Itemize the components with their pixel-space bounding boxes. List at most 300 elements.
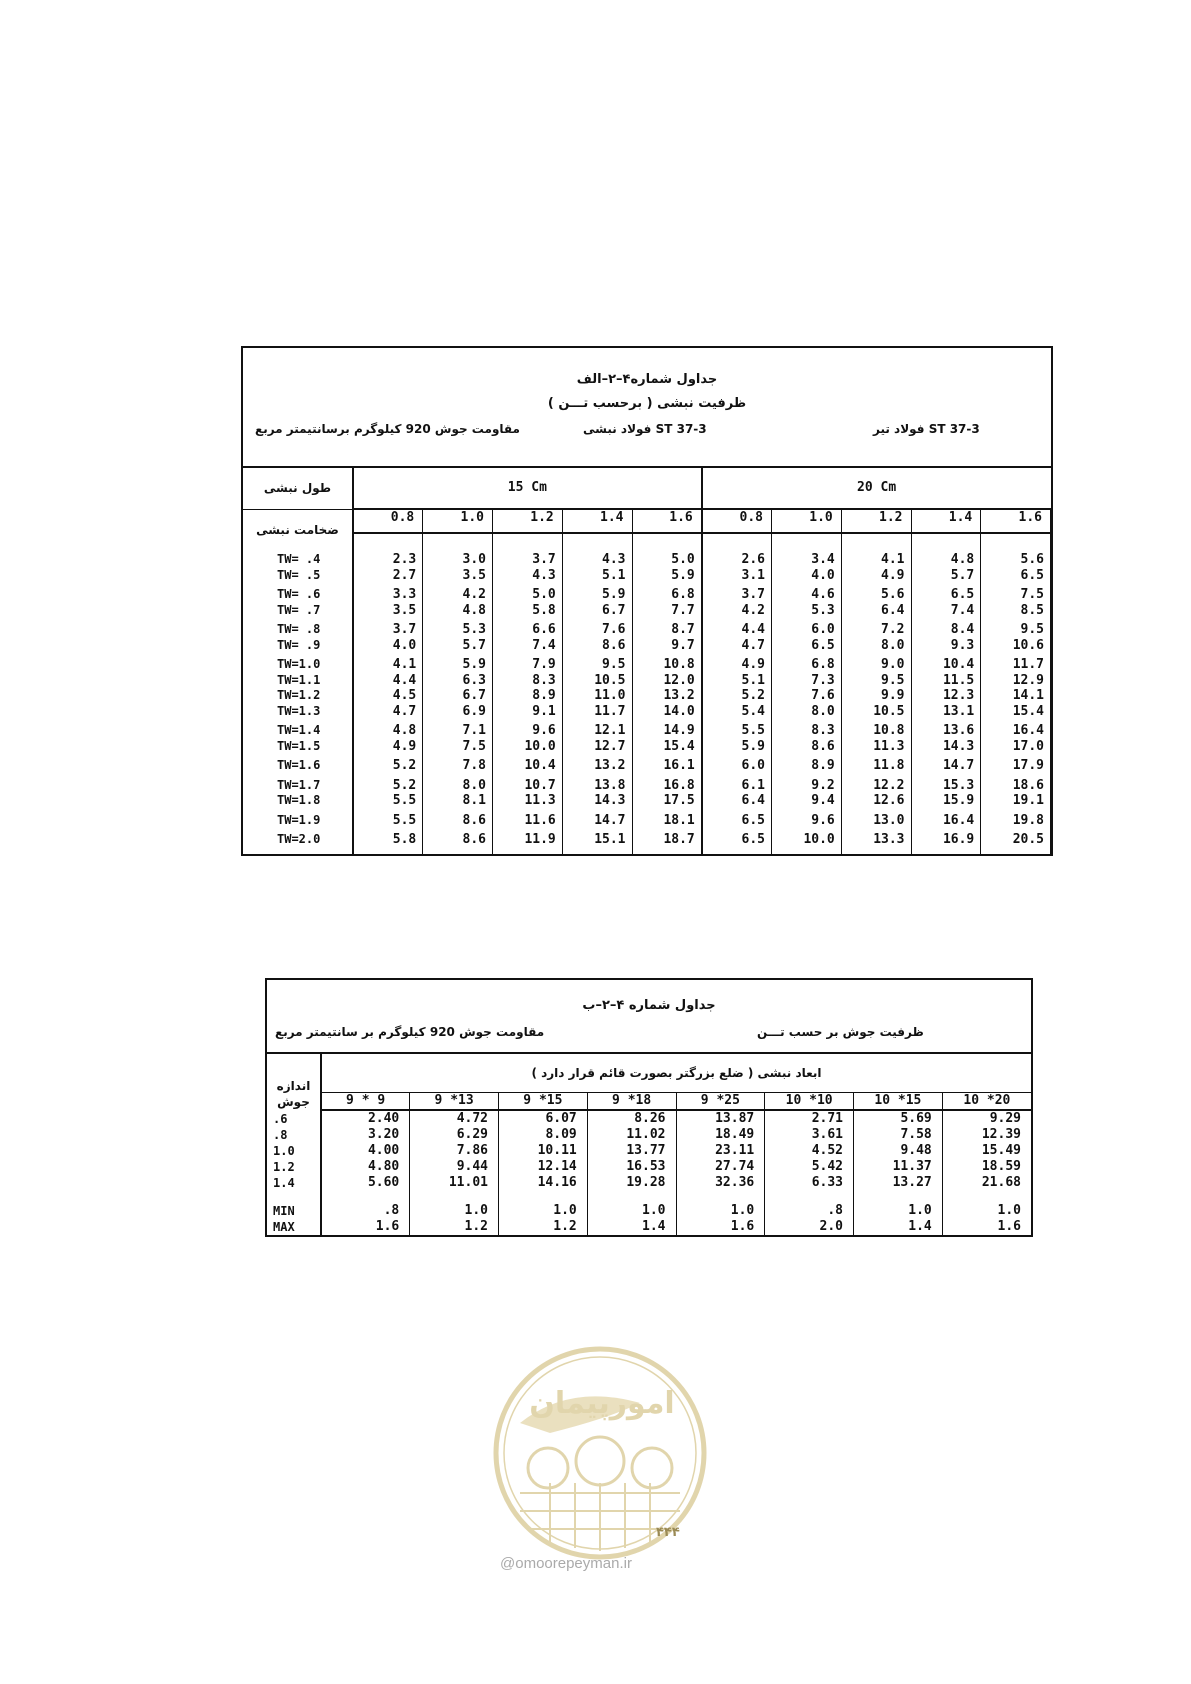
capacity-cell: 2.7 — [353, 568, 423, 584]
weld-capacity-cell: 2.0 — [765, 1219, 854, 1235]
site-url: @omoorepeyman.ir — [500, 1555, 632, 1572]
capacity-cell: 10.4 — [911, 653, 981, 673]
watermark-logo-text: امورپیمان — [529, 1386, 675, 1421]
capacity-cell: 3.7 — [353, 618, 423, 638]
weld-capacity-cell: 1.0 — [410, 1191, 499, 1219]
capacity-cell: 5.1 — [702, 673, 772, 689]
tw-label: TW=2.0 — [243, 828, 353, 854]
capacity-cell: 8.1 — [423, 793, 493, 809]
capacity-cell: 10.8 — [632, 653, 702, 673]
capacity-cell: 15.9 — [911, 793, 981, 809]
thickness-cell: 1.4 — [562, 509, 632, 533]
capacity-cell: 7.5 — [423, 739, 493, 755]
capacity-cell: 6.5 — [702, 828, 772, 854]
capacity-cell: 6.5 — [911, 583, 981, 603]
table-row — [243, 688, 1051, 704]
capacity-cell: 6.4 — [841, 603, 911, 619]
capacity-cell: 4.9 — [353, 739, 423, 755]
capacity-cell: 8.0 — [772, 704, 842, 720]
capacity-cell: 4.2 — [702, 603, 772, 619]
capacity-cell: 13.3 — [841, 828, 911, 854]
weld-capacity-cell: 11.37 — [854, 1159, 943, 1175]
weld-capacity-cell: 4.80 — [321, 1159, 410, 1175]
capacity-cell: 3.5 — [353, 603, 423, 619]
capacity-cell: 4.6 — [772, 583, 842, 603]
capacity-cell: 11.6 — [493, 809, 563, 829]
capacity-cell: 7.7 — [632, 603, 702, 619]
capacity-cell: 2.3 — [353, 552, 423, 568]
capacity-cell: 4.0 — [353, 638, 423, 654]
capacity-cell: 5.0 — [493, 583, 563, 603]
capacity-cell: 8.4 — [911, 618, 981, 638]
capacity-cell: 18.1 — [632, 809, 702, 829]
table-row — [243, 568, 1051, 584]
weld-size-cell: 1.4 — [267, 1175, 321, 1191]
weld-capacity-cell: 13.77 — [587, 1143, 676, 1159]
capacity-cell: 9.6 — [493, 719, 563, 739]
tw-label: TW= .4 — [243, 552, 353, 568]
capacity-cell: 15.4 — [632, 739, 702, 755]
capacity-cell: 14.7 — [911, 754, 981, 774]
weld-capacity-cell: 5.69 — [854, 1110, 943, 1127]
weld-size-cell: 1.2 — [267, 1159, 321, 1175]
sizes-row — [267, 1093, 1031, 1111]
capacity-cell: 5.9 — [702, 739, 772, 755]
table-row — [243, 618, 1051, 638]
tw-label: TW=1.1 — [243, 673, 353, 689]
capacity-cell: 3.5 — [423, 568, 493, 584]
tw-label: TW=1.5 — [243, 739, 353, 755]
tw-label: TW=1.3 — [243, 704, 353, 720]
table-a-angle-steel: ST 37-3 فولاد نبشی — [583, 422, 707, 436]
table-row — [243, 638, 1051, 654]
table-a-title: جداول شماره۴–۲–الف — [576, 372, 718, 387]
length-group-20: 20 Cm — [702, 468, 1051, 509]
capacity-cell: 16.4 — [981, 719, 1051, 739]
weld-capacity-cell: 12.14 — [499, 1159, 588, 1175]
weld-capacity-cell: 1.4 — [587, 1219, 676, 1235]
angle-size-cell: 10 *10 — [765, 1093, 854, 1111]
capacity-cell: 8.5 — [981, 603, 1051, 619]
capacity-cell: 9.9 — [841, 688, 911, 704]
weld-capacity-cell: 5.60 — [321, 1175, 410, 1191]
capacity-cell: 6.0 — [702, 754, 772, 774]
capacity-cell: 5.7 — [423, 638, 493, 654]
capacity-cell: 6.9 — [423, 704, 493, 720]
table-row — [243, 793, 1051, 809]
weld-capacity-cell: 11.02 — [587, 1127, 676, 1143]
weld-capacity-cell: 11.01 — [410, 1175, 499, 1191]
table-row — [267, 1219, 1031, 1235]
capacity-cell: 17.9 — [981, 754, 1051, 774]
weld-capacity-cell: 7.58 — [854, 1127, 943, 1143]
weld-capacity-cell: 27.74 — [676, 1159, 765, 1175]
capacity-cell: 4.9 — [702, 653, 772, 673]
capacity-cell: 6.5 — [772, 638, 842, 654]
capacity-cell: 4.7 — [353, 704, 423, 720]
capacity-cell: 8.0 — [423, 774, 493, 794]
capacity-cell: 9.3 — [911, 638, 981, 654]
capacity-cell: 5.9 — [562, 583, 632, 603]
capacity-cell: 14.7 — [562, 809, 632, 829]
capacity-cell: 6.5 — [702, 809, 772, 829]
table-row — [267, 1159, 1031, 1175]
capacity-cell: 7.2 — [841, 618, 911, 638]
tw-label: TW= .6 — [243, 583, 353, 603]
thickness-cell: 1.6 — [981, 509, 1051, 533]
table-row — [267, 1191, 1031, 1219]
weld-capacity-cell: 6.07 — [499, 1110, 588, 1127]
weld-capacity-cell: 13.87 — [676, 1110, 765, 1127]
capacity-cell: 3.7 — [493, 552, 563, 568]
thickness-cell: 1.2 — [493, 509, 563, 533]
capacity-cell: 5.1 — [562, 568, 632, 584]
capacity-cell: 5.5 — [702, 719, 772, 739]
capacity-cell: 3.1 — [702, 568, 772, 584]
capacity-cell: 6.6 — [493, 618, 563, 638]
capacity-cell: 14.3 — [562, 793, 632, 809]
weld-capacity-cell: 5.42 — [765, 1159, 854, 1175]
capacity-cell: 5.4 — [702, 704, 772, 720]
table-row — [267, 1143, 1031, 1159]
weld-size-label: اندازه جوش — [267, 1054, 321, 1110]
capacity-cell: 8.9 — [493, 688, 563, 704]
weld-capacity-cell: 13.27 — [854, 1175, 943, 1191]
weld-capacity-cell: 4.52 — [765, 1143, 854, 1159]
table-row — [243, 653, 1051, 673]
weld-capacity-cell: 6.33 — [765, 1175, 854, 1191]
capacity-cell: 5.6 — [981, 552, 1051, 568]
weld-capacity-cell: 8.26 — [587, 1110, 676, 1127]
capacity-cell: 9.0 — [841, 653, 911, 673]
capacity-cell: 12.2 — [841, 774, 911, 794]
weld-capacity-cell: 1.6 — [997, 1219, 1021, 1234]
table-row — [243, 719, 1051, 739]
capacity-cell: 5.2 — [353, 774, 423, 794]
weld-capacity-cell: 18.59 — [981, 1159, 1021, 1174]
weld-capacity-cell: 1.2 — [499, 1219, 588, 1235]
capacity-cell: 10.5 — [841, 704, 911, 720]
table-row — [243, 809, 1051, 829]
capacity-cell: 8.3 — [493, 673, 563, 689]
capacity-cell: 15.1 — [562, 828, 632, 854]
capacity-cell: 14.0 — [632, 704, 702, 720]
capacity-cell: 19.8 — [981, 809, 1051, 829]
capacity-cell: 11.0 — [562, 688, 632, 704]
capacity-cell: 5.9 — [632, 568, 702, 584]
capacity-cell: 6.3 — [423, 673, 493, 689]
weld-capacity-cell: 1.0 — [499, 1191, 588, 1219]
capacity-cell: 11.7 — [981, 653, 1051, 673]
capacity-cell: 4.1 — [841, 552, 911, 568]
weld-size-cell: MAX — [267, 1219, 321, 1235]
dims-label: ابعاد نبشی ( ضلع بزرگتر بصورت قائم قرار دارد ) — [321, 1054, 1031, 1093]
thickness-cell: 1.4 — [911, 509, 981, 533]
capacity-cell: 4.1 — [353, 653, 423, 673]
capacity-cell: 7.3 — [772, 673, 842, 689]
weld-capacity-cell: 9.44 — [410, 1159, 499, 1175]
capacity-cell: 11.3 — [841, 739, 911, 755]
weld-capacity-cell: 1.6 — [676, 1219, 765, 1235]
capacity-cell: 5.2 — [702, 688, 772, 704]
weld-capacity-cell: 3.61 — [765, 1127, 854, 1143]
thickness-cell: 1.0 — [772, 509, 842, 533]
capacity-cell: 5.5 — [353, 793, 423, 809]
angle-size-cell: 9 *25 — [676, 1093, 765, 1111]
capacity-cell: 4.4 — [702, 618, 772, 638]
capacity-cell: 7.5 — [981, 583, 1051, 603]
length-row — [243, 468, 1051, 509]
capacity-cell: 10.4 — [493, 754, 563, 774]
weld-capacity-cell: 1.4 — [854, 1219, 943, 1235]
table-a-weld-strength: مقاومت جوش 920 کیلوگرم برسانتیمتر مربع — [255, 422, 520, 436]
capacity-cell: 4.0 — [772, 568, 842, 584]
angle-size-cell: 9 * 9 — [321, 1093, 410, 1111]
weld-capacity-cell: 7.86 — [410, 1143, 499, 1159]
thickness-cell: 1.0 — [423, 509, 493, 533]
weld-size-cell: 1.0 — [267, 1143, 321, 1159]
thickness-cell: 1.6 — [632, 509, 702, 533]
capacity-cell: 3.0 — [423, 552, 493, 568]
weld-capacity-cell: 1.0 — [587, 1191, 676, 1219]
capacity-cell: 12.3 — [911, 688, 981, 704]
weld-capacity-cell: 1.2 — [410, 1219, 499, 1235]
capacity-cell: 9.1 — [493, 704, 563, 720]
capacity-cell: 9.5 — [981, 618, 1051, 638]
weld-capacity-cell: 16.53 — [587, 1159, 676, 1175]
capacity-cell: 13.1 — [911, 704, 981, 720]
table-b-header — [267, 980, 1031, 1054]
weld-capacity-cell: .8 — [321, 1191, 410, 1219]
capacity-cell: 14.9 — [632, 719, 702, 739]
thickness-label: ضخامت نبشی — [243, 509, 353, 552]
angle-size-cell: 9 *13 — [410, 1093, 499, 1111]
capacity-cell: 16.8 — [632, 774, 702, 794]
capacity-cell: 8.6 — [423, 809, 493, 829]
capacity-cell: 10.5 — [562, 673, 632, 689]
capacity-cell: 6.7 — [562, 603, 632, 619]
weld-size-cell: .6 — [267, 1110, 321, 1127]
weld-capacity-cell: 1.0 — [676, 1191, 765, 1219]
tw-label: TW=1.0 — [243, 653, 353, 673]
capacity-cell: 8.9 — [772, 754, 842, 774]
weld-capacity-cell: 4.72 — [410, 1110, 499, 1127]
tw-label: TW= .5 — [243, 568, 353, 584]
capacity-cell: 5.8 — [353, 828, 423, 854]
capacity-cell: 8.0 — [841, 638, 911, 654]
capacity-cell: 16.4 — [911, 809, 981, 829]
weld-capacity-cell: 23.11 — [676, 1143, 765, 1159]
capacity-cell: 20.5 — [981, 828, 1051, 854]
table-b-weld-strength: مقاومت جوش 920 کیلوگرم بر سانتیمتر مربع — [275, 1025, 545, 1039]
table-row — [243, 704, 1051, 720]
capacity-cell: 9.4 — [772, 793, 842, 809]
table-row — [243, 754, 1051, 774]
table-a-subtitle: ظرفیت نبشی ( برحسب تـــن ) — [547, 396, 747, 411]
capacity-cell: 17.0 — [981, 739, 1051, 755]
capacity-cell: 6.1 — [702, 774, 772, 794]
tw-label: TW=1.7 — [243, 774, 353, 794]
capacity-cell: 5.2 — [353, 754, 423, 774]
capacity-cell: 7.8 — [423, 754, 493, 774]
capacity-cell: 7.1 — [423, 719, 493, 739]
capacity-cell: 16.1 — [632, 754, 702, 774]
weld-capacity-cell: 12.39 — [981, 1127, 1021, 1142]
capacity-cell: 4.8 — [353, 719, 423, 739]
capacity-cell: 11.9 — [493, 828, 563, 854]
tw-label: TW=1.2 — [243, 688, 353, 704]
table-row — [243, 552, 1051, 568]
weld-capacity-cell: 2.71 — [765, 1110, 854, 1127]
table-row — [243, 603, 1051, 619]
tw-label: TW=1.9 — [243, 809, 353, 829]
capacity-cell: 4.2 — [423, 583, 493, 603]
capacity-cell: 7.6 — [562, 618, 632, 638]
capacity-cell: 4.5 — [353, 688, 423, 704]
capacity-cell: 10.7 — [493, 774, 563, 794]
weld-capacity-cell: 32.36 — [676, 1175, 765, 1191]
weld-capacity-cell: 9.29 — [989, 1111, 1021, 1126]
dims-row — [267, 1054, 1031, 1093]
capacity-cell: 8.6 — [562, 638, 632, 654]
capacity-cell: 3.7 — [702, 583, 772, 603]
weld-capacity-cell: 8.09 — [499, 1127, 588, 1143]
capacity-cell: 8.6 — [772, 739, 842, 755]
table-a-header — [243, 348, 1051, 468]
thickness-cell: 1.2 — [841, 509, 911, 533]
capacity-cell: 13.2 — [632, 688, 702, 704]
capacity-cell: 5.9 — [423, 653, 493, 673]
angle-size-cell: 10 *15 — [854, 1093, 943, 1111]
tw-label: TW=1.4 — [243, 719, 353, 739]
table-row — [267, 1175, 1031, 1191]
weld-capacity-cell: 1.0 — [854, 1191, 943, 1219]
capacity-cell: 9.6 — [772, 809, 842, 829]
capacity-cell: 4.7 — [702, 638, 772, 654]
capacity-cell: 7.4 — [493, 638, 563, 654]
weld-size-cell: MIN — [267, 1191, 321, 1219]
capacity-cell: 5.8 — [493, 603, 563, 619]
capacity-cell: 10.0 — [493, 739, 563, 755]
capacity-cell: 5.3 — [423, 618, 493, 638]
capacity-cell: 6.5 — [981, 568, 1051, 584]
capacity-cell: 18.7 — [632, 828, 702, 854]
table-b-grid — [267, 1054, 1031, 1235]
capacity-cell: 8.3 — [772, 719, 842, 739]
capacity-cell: 6.4 — [702, 793, 772, 809]
capacity-cell: 6.8 — [632, 583, 702, 603]
capacity-cell: 9.5 — [841, 673, 911, 689]
capacity-cell: 7.9 — [493, 653, 563, 673]
capacity-cell: 17.5 — [632, 793, 702, 809]
capacity-cell: 13.6 — [911, 719, 981, 739]
angle-size-cell: 9 *15 — [499, 1093, 588, 1111]
length-group-15: 15 Cm — [353, 468, 702, 509]
weld-capacity-cell: 19.28 — [587, 1175, 676, 1191]
table-a-grid — [243, 468, 1051, 854]
table-row — [243, 739, 1051, 755]
capacity-cell: 4.8 — [911, 552, 981, 568]
capacity-cell: 10.8 — [841, 719, 911, 739]
capacity-cell: 12.0 — [632, 673, 702, 689]
weld-capacity-cell: .8 — [765, 1191, 854, 1219]
capacity-cell: 5.7 — [911, 568, 981, 584]
page-number: ۴۴۴ — [656, 1525, 680, 1540]
table-b-title: جداول شماره ۴–۲–ب — [582, 998, 716, 1013]
capacity-cell: 5.0 — [632, 552, 702, 568]
table-row — [243, 673, 1051, 689]
weld-capacity-cell: 18.49 — [676, 1127, 765, 1143]
capacity-cell: 5.5 — [353, 809, 423, 829]
capacity-cell: 14.3 — [911, 739, 981, 755]
capacity-cell: 8.7 — [632, 618, 702, 638]
capacity-cell: 9.5 — [562, 653, 632, 673]
capacity-cell: 11.3 — [493, 793, 563, 809]
capacity-cell: 13.0 — [841, 809, 911, 829]
weld-capacity-cell: 3.20 — [321, 1127, 410, 1143]
tw-label: TW=1.6 — [243, 754, 353, 774]
weld-capacity-cell: 21.68 — [981, 1175, 1021, 1190]
spacer-row — [243, 533, 1051, 552]
thickness-cell: 0.8 — [353, 509, 423, 533]
table-row — [243, 583, 1051, 603]
tw-label: TW=1.8 — [243, 793, 353, 809]
capacity-cell: 6.7 — [423, 688, 493, 704]
capacity-cell: 12.1 — [562, 719, 632, 739]
capacity-cell: 13.2 — [562, 754, 632, 774]
table-a-beam-steel: ST 37-3 فولاد تیر — [873, 422, 980, 436]
table-b — [265, 978, 1033, 1237]
angle-size-cell: 9 *18 — [587, 1093, 676, 1111]
weld-capacity-cell: 4.00 — [321, 1143, 410, 1159]
capacity-cell: 19.1 — [981, 793, 1051, 809]
weld-capacity-cell: 1.0 — [997, 1203, 1021, 1218]
capacity-cell: 3.3 — [353, 583, 423, 603]
capacity-cell: 4.3 — [562, 552, 632, 568]
capacity-cell: 6.0 — [772, 618, 842, 638]
tw-label: TW= .9 — [243, 638, 353, 654]
capacity-cell: 4.8 — [423, 603, 493, 619]
capacity-cell: 4.4 — [353, 673, 423, 689]
thickness-row — [243, 509, 1051, 533]
capacity-cell: 12.9 — [981, 673, 1051, 689]
capacity-cell: 15.3 — [911, 774, 981, 794]
table-b-subtitle: ظرفیت جوش بر حسب تـــن — [757, 1025, 924, 1039]
capacity-cell: 8.6 — [423, 828, 493, 854]
capacity-cell: 4.9 — [841, 568, 911, 584]
tw-label: TW= .7 — [243, 603, 353, 619]
capacity-cell: 3.4 — [772, 552, 842, 568]
table-row — [243, 774, 1051, 794]
capacity-cell: 7.6 — [772, 688, 842, 704]
capacity-cell: 7.4 — [911, 603, 981, 619]
capacity-cell: 15.4 — [981, 704, 1051, 720]
weld-size-cell: .8 — [267, 1127, 321, 1143]
length-label: طول نبشی — [243, 468, 353, 509]
table-a — [241, 346, 1053, 856]
capacity-cell: 12.6 — [841, 793, 911, 809]
angle-size-cell: 10 *20 — [942, 1093, 1031, 1111]
capacity-cell: 6.8 — [772, 653, 842, 673]
capacity-cell: 14.1 — [981, 688, 1051, 704]
table-row — [267, 1127, 1031, 1143]
weld-capacity-cell: 10.11 — [499, 1143, 588, 1159]
capacity-cell: 13.8 — [562, 774, 632, 794]
weld-capacity-cell: 2.40 — [321, 1110, 410, 1127]
capacity-cell: 16.9 — [911, 828, 981, 854]
capacity-cell: 12.7 — [562, 739, 632, 755]
weld-capacity-cell: 14.16 — [499, 1175, 588, 1191]
